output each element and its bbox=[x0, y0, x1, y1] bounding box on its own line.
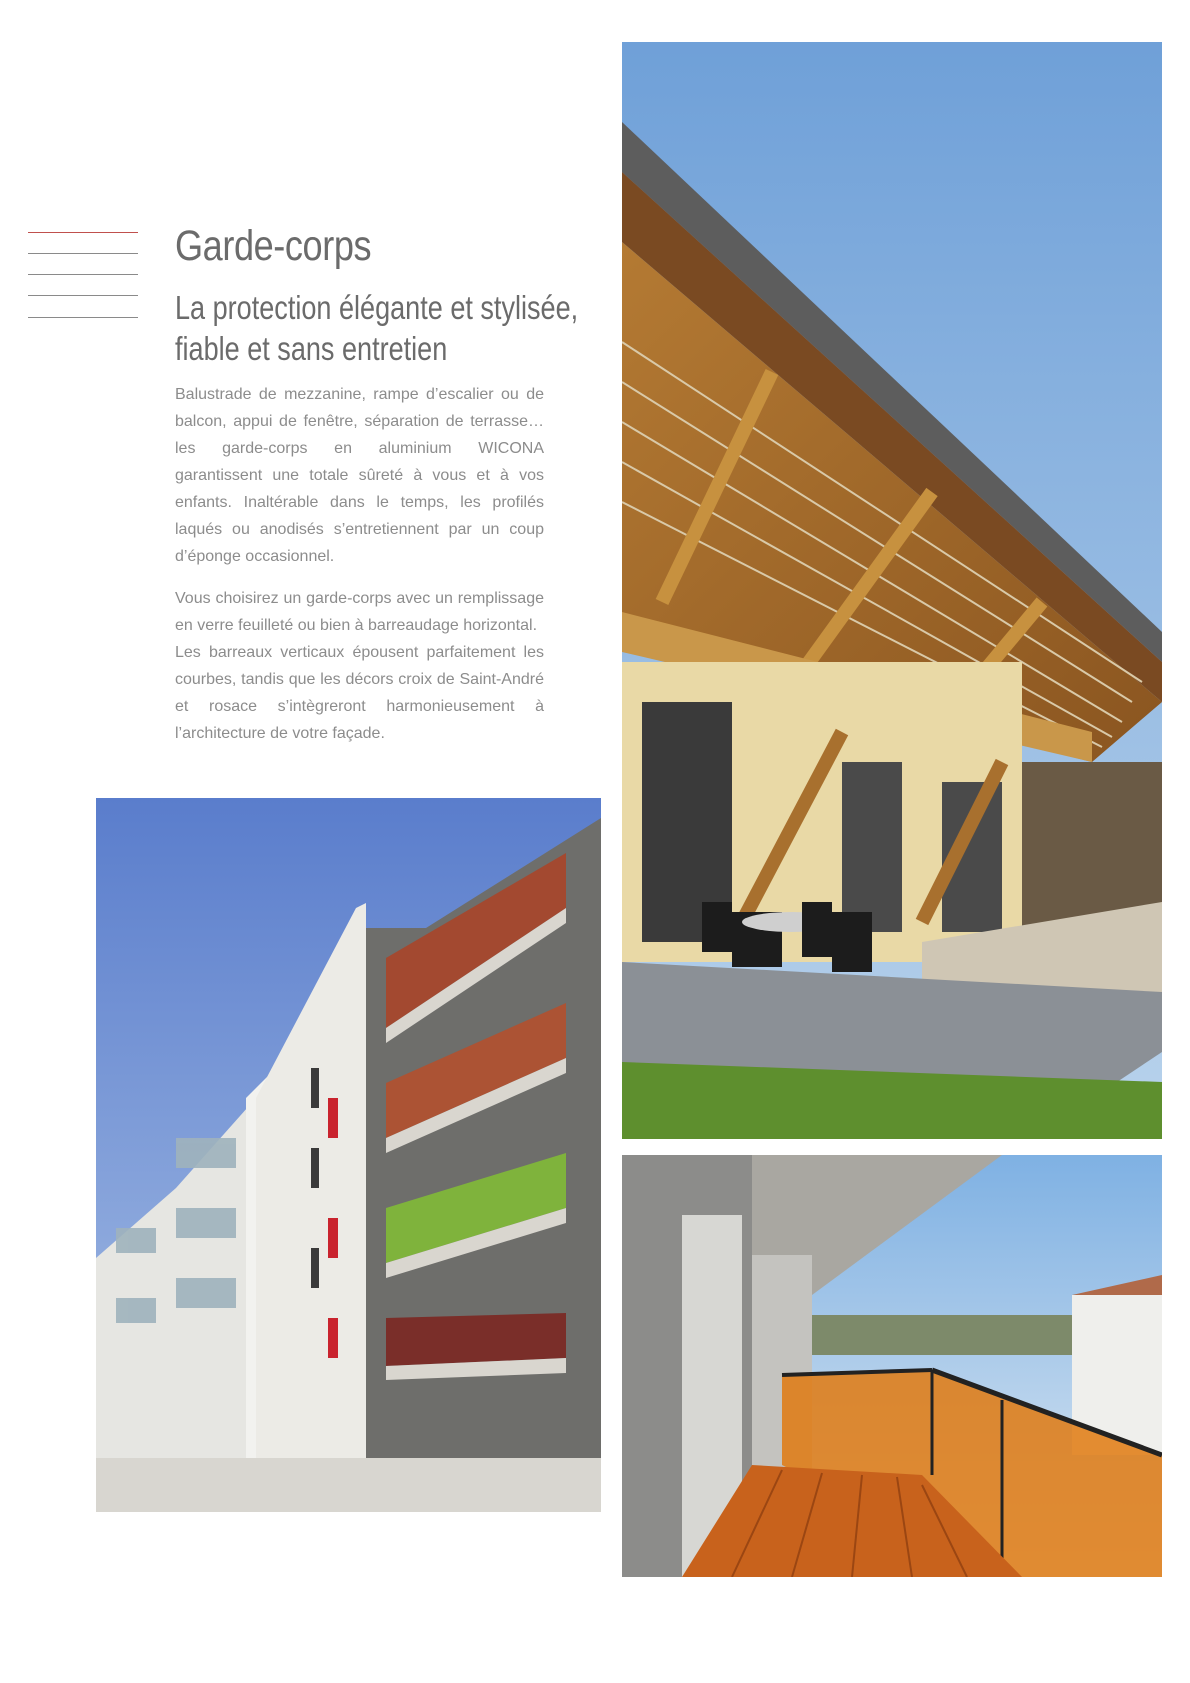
photo-apartment-balconies bbox=[96, 798, 601, 1512]
body-paragraph: Balustrade de mezzanine, rampe d’escalier ou de balcon, appui de fenêtre, séparation de terrasse… les garde-corps en aluminium WICONA garantissent une totale sûreté à vous et à vos enfants. Inaltérable dans le temps, les profilés laqués ou anodisés s’entretiennent par un coup d’éponge occasionnel. bbox=[175, 386, 544, 565]
photo-orange-glass-balcony bbox=[622, 1155, 1162, 1577]
body-block-1 bbox=[175, 381, 544, 570]
divider-line bbox=[28, 317, 138, 318]
divider-line bbox=[28, 295, 138, 296]
body-paragraph: Les barreaux verticaux épousent parfaitement les courbes, tandis que les décors croix de Saint-André et rosace s’intègreront harmonieusement à l’architecture de votre façade. bbox=[175, 644, 544, 742]
accent-line bbox=[28, 232, 138, 233]
divider-line bbox=[28, 274, 138, 275]
subtitle-line: La protection élégante et stylisée, bbox=[175, 289, 579, 326]
decorative-lines bbox=[28, 232, 138, 322]
subtitle-line: fiable et sans entretien bbox=[175, 330, 448, 367]
page-subtitle bbox=[175, 287, 585, 369]
body-paragraph: Vous choisirez un garde-corps avec un remplissage en verre feuilleté ou bien à barreaudage horizontal. bbox=[175, 590, 544, 634]
page-title: Garde-corps bbox=[175, 222, 372, 270]
body-block-2 bbox=[175, 585, 544, 747]
photo-wooden-house-terrace bbox=[622, 42, 1162, 1139]
divider-line bbox=[28, 253, 138, 254]
